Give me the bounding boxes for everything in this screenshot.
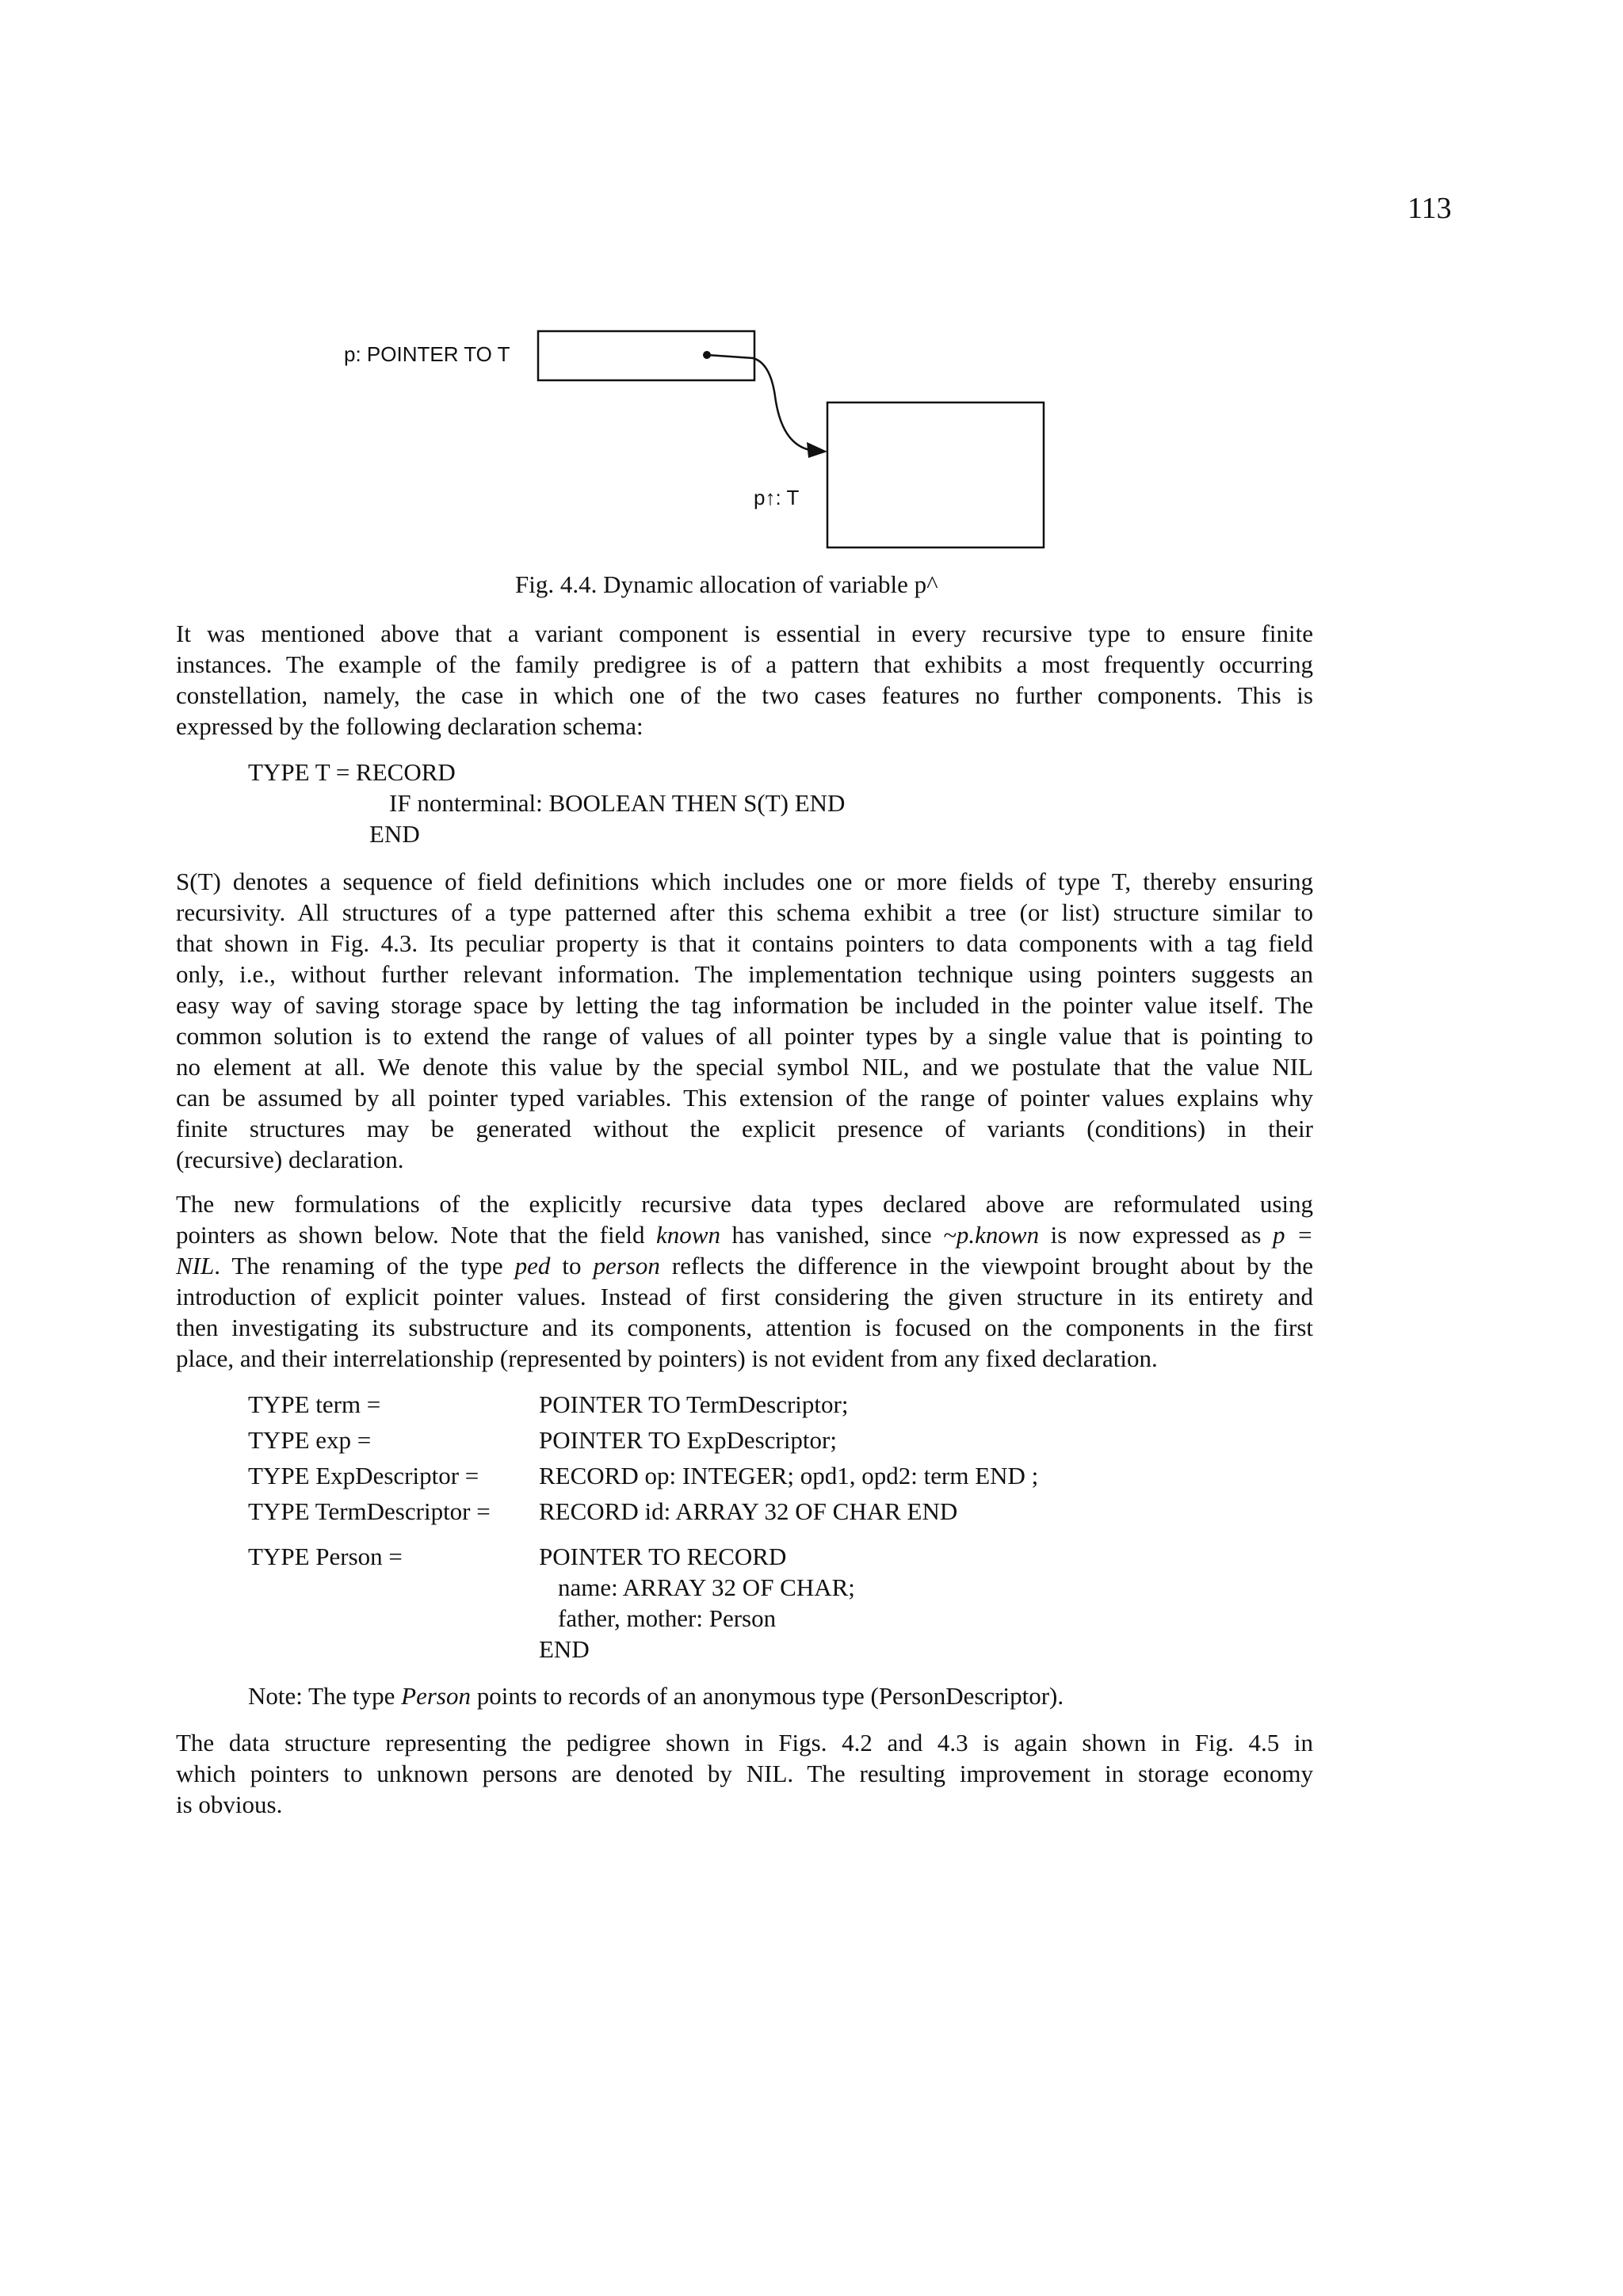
text-line: common solution is to extend the range of values of all pointer types by a single value that is pointing to <box>176 1022 1313 1050</box>
declaration-label: TYPE ExpDescriptor = <box>248 1462 479 1489</box>
target-variable-box <box>827 402 1044 547</box>
person-declaration-line: POINTER TO RECORD <box>539 1543 787 1570</box>
person-declaration-line: END <box>539 1635 590 1663</box>
person-note: Note: The type Person points to records of an anonymous type (PersonDescriptor). <box>248 1682 1064 1710</box>
declaration-label: TYPE term = <box>248 1390 381 1418</box>
pointer-arrow-line <box>707 355 810 450</box>
figure-caption: Fig. 4.4. Dynamic allocation of variable p^ <box>515 570 938 598</box>
paragraph-pedigree-structure <box>176 1727 1313 1820</box>
text-line: can be assumed by all pointer typed variables. This extension of the range of pointer values explains why <box>176 1084 1313 1112</box>
text-line: then investigating its substructure and its components, attention is focused on the components in the first <box>176 1314 1313 1341</box>
text-line: expressed by the following declaration schema: <box>176 712 643 740</box>
text-line: It was mentioned above that a variant component is essential in every recursive type to ensure finite <box>176 620 1313 647</box>
text-line: pointers as shown below. Note that the field known has vanished, since ~p.known is now expressed as p = <box>176 1221 1313 1249</box>
text-line: no element at all. We denote this value by the special symbol NIL, and we postulate that the value NIL <box>176 1053 1313 1081</box>
text-line: which pointers to unknown persons are denoted by NIL. The resulting improvement in storage economy <box>176 1760 1313 1787</box>
schema-line-2: IF nonterminal: BOOLEAN THEN S(T) END <box>389 789 846 817</box>
text-line: is obvious. <box>176 1791 283 1818</box>
person-declaration-line: name: ARRAY 32 OF CHAR; <box>558 1573 855 1601</box>
text-line: The data structure representing the pedigree shown in Figs. 4.2 and 4.3 is again shown in Fig. 4.5 in <box>176 1729 1313 1756</box>
text-line: NIL. The renaming of the type ped to person reflects the difference in the viewpoint brought about by the <box>176 1252 1313 1280</box>
schema-line-1: TYPE T = RECORD <box>248 758 456 786</box>
declaration-value: RECORD id: ARRAY 32 OF CHAR END <box>539 1497 958 1525</box>
text-line: finite structures may be generated without the explicit presence of variants (conditions) in their <box>176 1115 1313 1142</box>
pointer-diagram <box>0 0 1623 602</box>
pointer-arrowhead <box>807 442 827 458</box>
text-line: place, and their interrelationship (represented by pointers) is not evident from any fixed declaration. <box>176 1344 1158 1372</box>
text-line: only, i.e., without further relevant information. The implementation technique using pointers suggests an <box>176 960 1313 988</box>
declaration-label: TYPE TermDescriptor = <box>248 1497 491 1525</box>
text-line: (recursive) declaration. <box>176 1146 404 1173</box>
paragraph-recursivity <box>176 866 1313 1175</box>
text-line: instances. The example of the family predigree is of a pattern that exhibits a most frequently occurring <box>176 650 1313 678</box>
person-declaration-line: father, mother: Person <box>558 1604 777 1632</box>
person-declaration-label: TYPE Person = <box>248 1543 403 1570</box>
text-line: easy way of saving storage space by letting the tag information be included in the pointer value itself. The <box>176 991 1313 1019</box>
paragraph-variant-component <box>176 618 1313 742</box>
paragraph-new-formulations <box>176 1188 1313 1374</box>
text-line: constellation, namely, the case in which one of the two cases features no further components. This is <box>176 681 1313 709</box>
pointer-variable-label: p: POINTER TO T <box>344 342 510 366</box>
page-number: 113 <box>1407 192 1452 225</box>
declaration-value: POINTER TO TermDescriptor; <box>539 1390 849 1418</box>
text-line: recursivity. All structures of a type patterned after this schema exhibit a tree (or list) structure similar to <box>176 898 1313 926</box>
declaration-value: RECORD op: INTEGER; opd1, opd2: term END ; <box>539 1462 1039 1489</box>
declaration-value: POINTER TO ExpDescriptor; <box>539 1426 837 1454</box>
text-line: The new formulations of the explicitly recursive data types declared above are reformulated using <box>176 1190 1313 1218</box>
text-line: that shown in Fig. 4.3. Its peculiar property is that it contains pointers to data components with a tag field <box>176 929 1313 957</box>
declaration-label: TYPE exp = <box>248 1426 372 1454</box>
text-line: S(T) denotes a sequence of field definitions which includes one or more fields of type T, thereby ensuring <box>176 868 1313 895</box>
target-variable-label: p↑: T <box>754 486 800 509</box>
schema-line-3: END <box>369 820 420 848</box>
text-line: introduction of explicit pointer values. Instead of first considering the given structure in its entirety and <box>176 1283 1313 1310</box>
